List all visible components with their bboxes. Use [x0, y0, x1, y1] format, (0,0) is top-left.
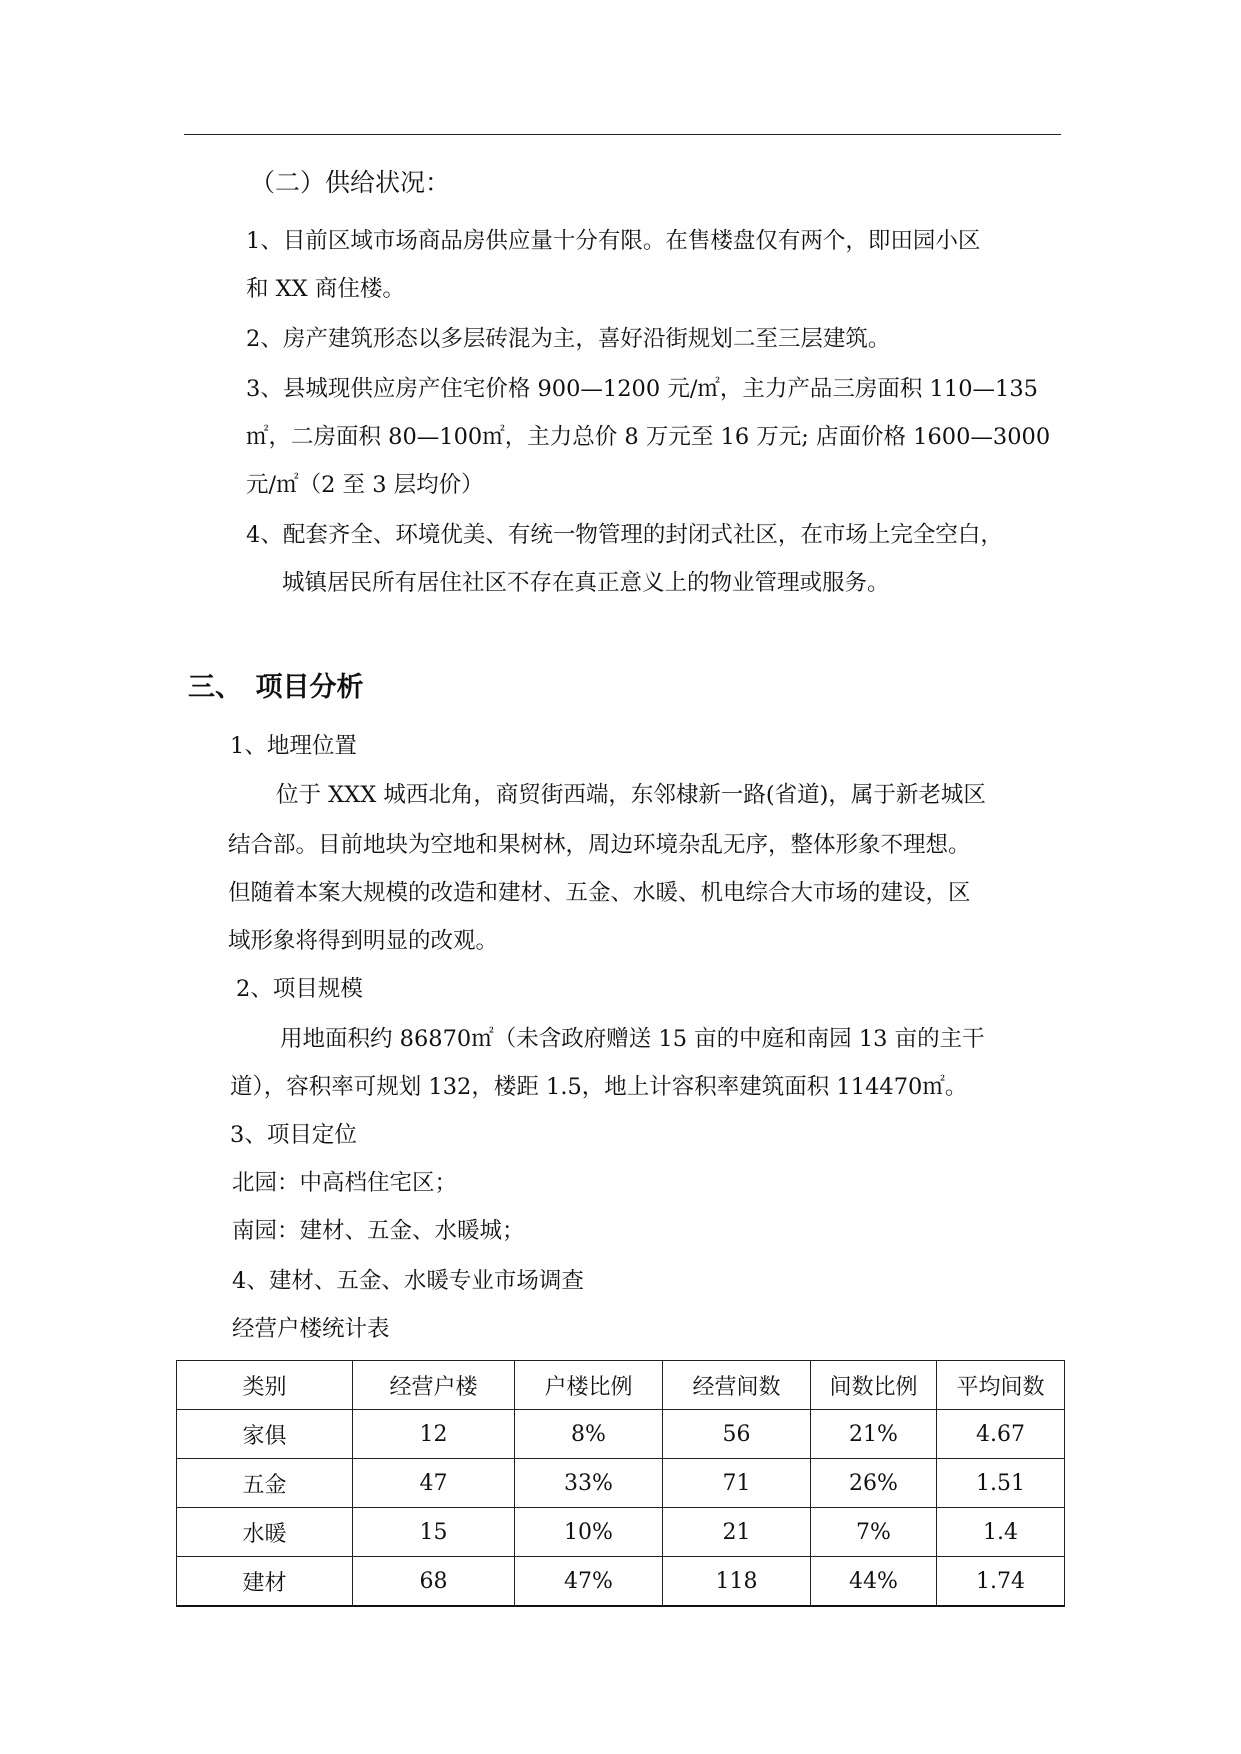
location-text-line-1: 位于 XXX 城西北角，商贸街西端，东邻棣新一路(省道)，属于新老城区 [276, 782, 986, 808]
table-row [177, 1459, 1065, 1508]
table-cell: 15 [353, 1508, 515, 1557]
table-cell: 56 [663, 1410, 811, 1459]
header-unit-ratio: 间数比例 [811, 1361, 937, 1410]
header-operator-count: 经营户楼 [353, 1361, 515, 1410]
supply-item-4-line-1: 4、配套齐全、环境优美、有统一物管理的封闭式社区，在市场上完全空白， [246, 522, 1003, 548]
supply-item-3-line-3: 元/㎡（2 至 3 层均价） [246, 472, 484, 498]
table-cell: 1.51 [937, 1459, 1065, 1508]
table-cell: 4.67 [937, 1410, 1065, 1459]
location-text-line-4: 域形象将得到明显的改观。 [228, 928, 499, 954]
table-row [177, 1508, 1065, 1557]
subheading-scale: 2、项目规模 [236, 976, 363, 1002]
south-park-text: 南园：建材、五金、水暖城； [232, 1218, 525, 1244]
scale-text-line-2: 道），容积率可规划 132，楼距 1.5，地上计容积率建筑面积 114470㎡。 [230, 1074, 968, 1100]
north-park-text: 北园：中高档住宅区； [232, 1170, 458, 1196]
table-cell: 21 [663, 1508, 811, 1557]
scale-text-line-1: 用地面积约 86870㎡（未含政府赠送 15 亩的中庭和南园 13 亩的主干 [280, 1026, 985, 1052]
supply-item-3-line-1: 3、县城现供应房产住宅价格 900—1200 元/㎡，主力产品三房面积 110—135 [246, 376, 1038, 402]
table-cell: 建材 [177, 1557, 353, 1607]
table-cell: 47 [353, 1459, 515, 1508]
table-cell: 五金 [177, 1459, 353, 1508]
table-cell: 水暖 [177, 1508, 353, 1557]
table-cell: 21% [811, 1410, 937, 1459]
section-heading-supply: （二）供给状况： [250, 168, 451, 197]
location-text-line-2: 结合部。目前地块为空地和果树林，周边环境杂乱无序，整体形象不理想。 [228, 832, 971, 858]
location-text-line-3: 但随着本案大规模的改造和建材、五金、水暖、机电综合大市场的建设，区 [228, 880, 971, 906]
table-cell: 71 [663, 1459, 811, 1508]
table-cell: 47% [515, 1557, 663, 1607]
table-cell: 118 [663, 1557, 811, 1607]
subheading-market-survey: 4、建材、五金、水暖专业市场调查 [232, 1268, 584, 1294]
subheading-positioning: 3、项目定位 [230, 1122, 357, 1148]
supply-item-1-line-1: 1、目前区域市场商品房供应量十分有限。在售楼盘仅有两个，即田园小区 [246, 228, 981, 254]
header-category: 类别 [177, 1361, 353, 1410]
header-unit-count: 经营间数 [663, 1361, 811, 1410]
table-row [177, 1557, 1065, 1607]
table-cell: 44% [811, 1557, 937, 1607]
table-cell: 家俱 [177, 1410, 353, 1459]
table-cell: 1.74 [937, 1557, 1065, 1607]
supply-item-1-line-2: 和 XX 商住楼。 [246, 276, 405, 302]
table-row [177, 1410, 1065, 1459]
table-caption: 经营户楼统计表 [232, 1316, 390, 1342]
supply-item-2: 2、房产建筑形态以多层砖混为主，喜好沿街规划二至三层建筑。 [246, 326, 891, 352]
subheading-location: 1、地理位置 [230, 733, 357, 759]
table-header-row [177, 1361, 1065, 1410]
header-average-units: 平均间数 [937, 1361, 1065, 1410]
supply-item-4-line-2: 城镇居民所有居住社区不存在真正意义上的物业管理或服务。 [282, 570, 890, 596]
header-operator-ratio: 户楼比例 [515, 1361, 663, 1410]
table-cell: 33% [515, 1459, 663, 1508]
supply-item-3-line-2: ㎡，二房面积 80—100㎡，主力总价 8 万元至 16 万元; 店面价格 1600—3000 [246, 424, 1051, 450]
header-rule [184, 134, 1061, 135]
operator-statistics-table [176, 1360, 1065, 1607]
table-cell: 7% [811, 1508, 937, 1557]
table-cell: 68 [353, 1557, 515, 1607]
table-cell: 1.4 [937, 1508, 1065, 1557]
table-cell: 26% [811, 1459, 937, 1508]
section-heading-project-analysis: 三、 项目分析 [188, 672, 364, 703]
table-cell: 10% [515, 1508, 663, 1557]
table-cell: 12 [353, 1410, 515, 1459]
table-cell: 8% [515, 1410, 663, 1459]
